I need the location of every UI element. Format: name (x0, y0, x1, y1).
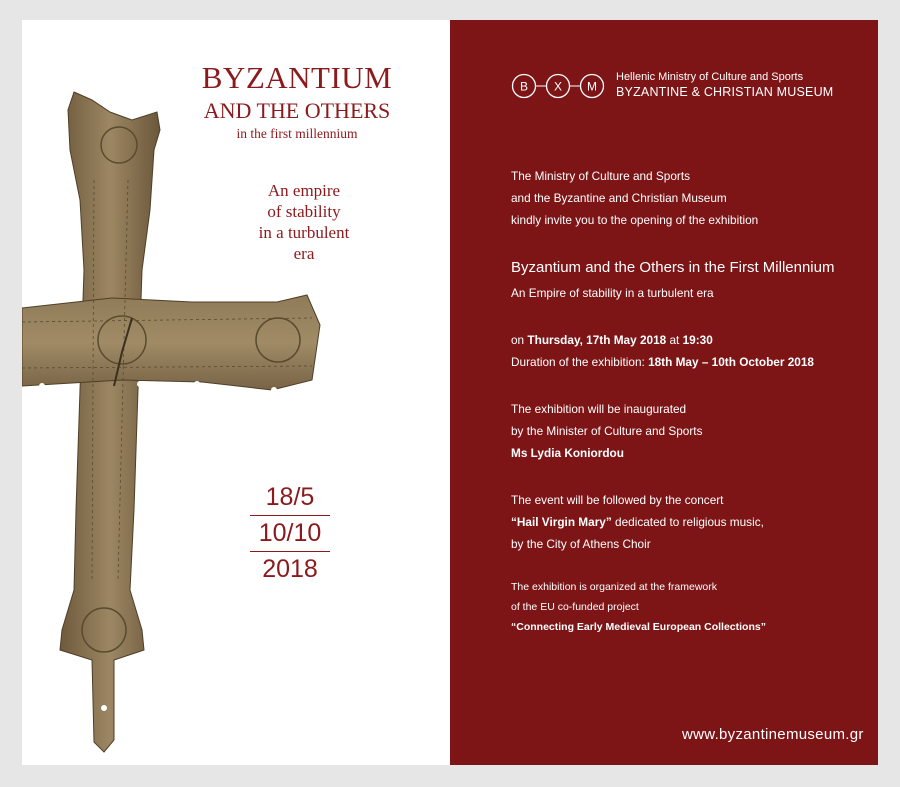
minister-name (511, 442, 624, 464)
project-name: “Connecting Early Medieval European Collections” (511, 621, 766, 633)
poster-subtitle: AND THE OTHERS (203, 98, 391, 123)
museum-logo (510, 72, 608, 102)
exhibition-subtitle: An Empire of stability in a turbulent era (511, 286, 714, 300)
poster-small-title: in the first millennium (236, 126, 358, 141)
opening-time: 19:30 (682, 333, 713, 347)
framework-line: of the EU co-funded project (511, 601, 639, 613)
museum-name: BYZANTINE & CHRISTIAN MUSEUM (616, 85, 834, 99)
exhibition-title: Byzantium and the Others in the First Millennium (511, 259, 835, 276)
invite-line: The Ministry of Culture and Sports (511, 169, 690, 183)
museum-website-link[interactable]: www.byzantinemuseum.gr (682, 726, 864, 743)
duration-dates: 18th May – 10th October 2018 (648, 355, 814, 369)
invite-line: kindly invite you to the opening of the exhibition (511, 213, 759, 227)
on-prefix: on (511, 333, 528, 347)
concert-line: by the City of Athens Choir (511, 537, 651, 551)
poster-panel (22, 20, 450, 765)
at-text: at (666, 333, 683, 347)
poster-title: BYZANTIUM (201, 60, 393, 95)
opening-date-line (511, 329, 713, 351)
inauguration-line: by the Minister of Culture and Sports (511, 424, 703, 438)
tagline-line: of stability (267, 202, 341, 221)
ministry-name: Hellenic Ministry of Culture and Sports (616, 71, 804, 83)
logo-letter-b: B (519, 79, 529, 94)
concert-line: The event will be followed by the concert (511, 493, 724, 507)
concert-line (511, 511, 764, 533)
logo-letter-x: X (553, 79, 563, 94)
concert-song: “Hail Virgin Mary” (511, 515, 612, 529)
minister-name-text: Ms Lydia Koniordou (511, 446, 624, 460)
date-end: 10/10 (250, 516, 330, 552)
invitation-panel (450, 20, 878, 765)
framework-project (511, 617, 766, 637)
invite-line: and the Byzantine and Christian Museum (511, 191, 727, 205)
tagline-line: era (293, 244, 315, 263)
framework-line: The exhibition is organized at the framework (511, 581, 718, 593)
invitation-card (22, 20, 878, 765)
concert-description: dedicated to religious music, (611, 515, 764, 529)
date-year: 2018 (262, 555, 318, 583)
poster-dates (250, 480, 330, 587)
tagline-line: An empire (267, 181, 341, 200)
tagline-line: in a turbulent (258, 223, 350, 242)
duration-prefix: Duration of the exhibition: (511, 355, 649, 369)
inauguration-line: The exhibition will be inaugurated (511, 402, 687, 416)
date-start: 18/5 (250, 480, 330, 516)
duration-line (511, 351, 814, 373)
logo-letter-m: M (587, 79, 597, 94)
poster-tagline (234, 180, 374, 264)
opening-date: Thursday, 17th May 2018 (527, 333, 667, 347)
